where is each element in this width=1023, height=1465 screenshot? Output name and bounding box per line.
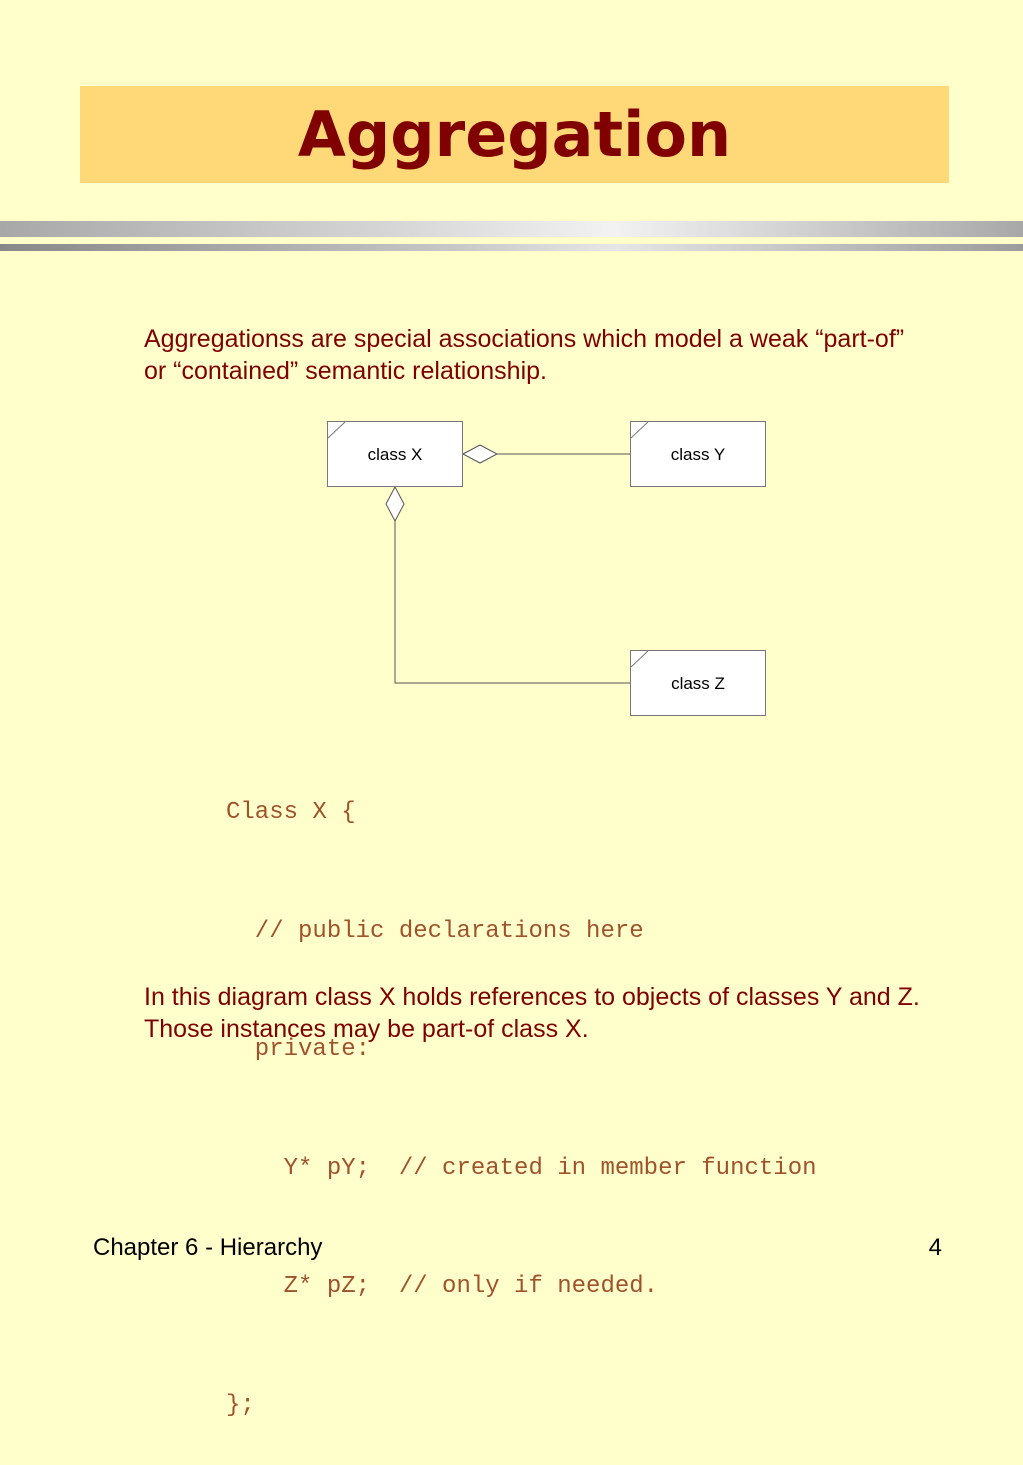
class-box-y [631, 422, 766, 487]
association-x-z [395, 521, 630, 683]
code-block [226, 714, 817, 1465]
code-line: // public declarations here [226, 917, 644, 945]
intro-paragraph: Aggregationss are special associations which model a weak “part-of” or “contained” semantic relationship. [144, 325, 905, 385]
aggregation-diamond-x-y [463, 445, 497, 463]
footer-chapter: Chapter 6 - Hierarchy [93, 1234, 323, 1261]
class-z-label: class Z [671, 674, 725, 693]
code-line: Z* pZ; // only if needed. [226, 1273, 659, 1300]
code-line: private: [226, 1036, 371, 1063]
class-box-x [328, 422, 463, 487]
code-line: Y* pY; // created in member function [226, 1154, 817, 1182]
code-line: Class X { [226, 799, 356, 826]
class-x-label: class X [367, 445, 423, 464]
footer-page-number: 4 [928, 1234, 942, 1261]
class-box-z [631, 651, 766, 716]
conclusion-paragraph: In this diagram class X holds references to objects of classes Y and Z. Those instances may be part-of class X. [144, 983, 920, 1043]
class-y-label: class Y [670, 445, 726, 464]
aggregation-diamond-x-z [386, 487, 404, 521]
slide-title: Aggregation [297, 98, 732, 171]
code-line: }; [226, 1391, 255, 1419]
